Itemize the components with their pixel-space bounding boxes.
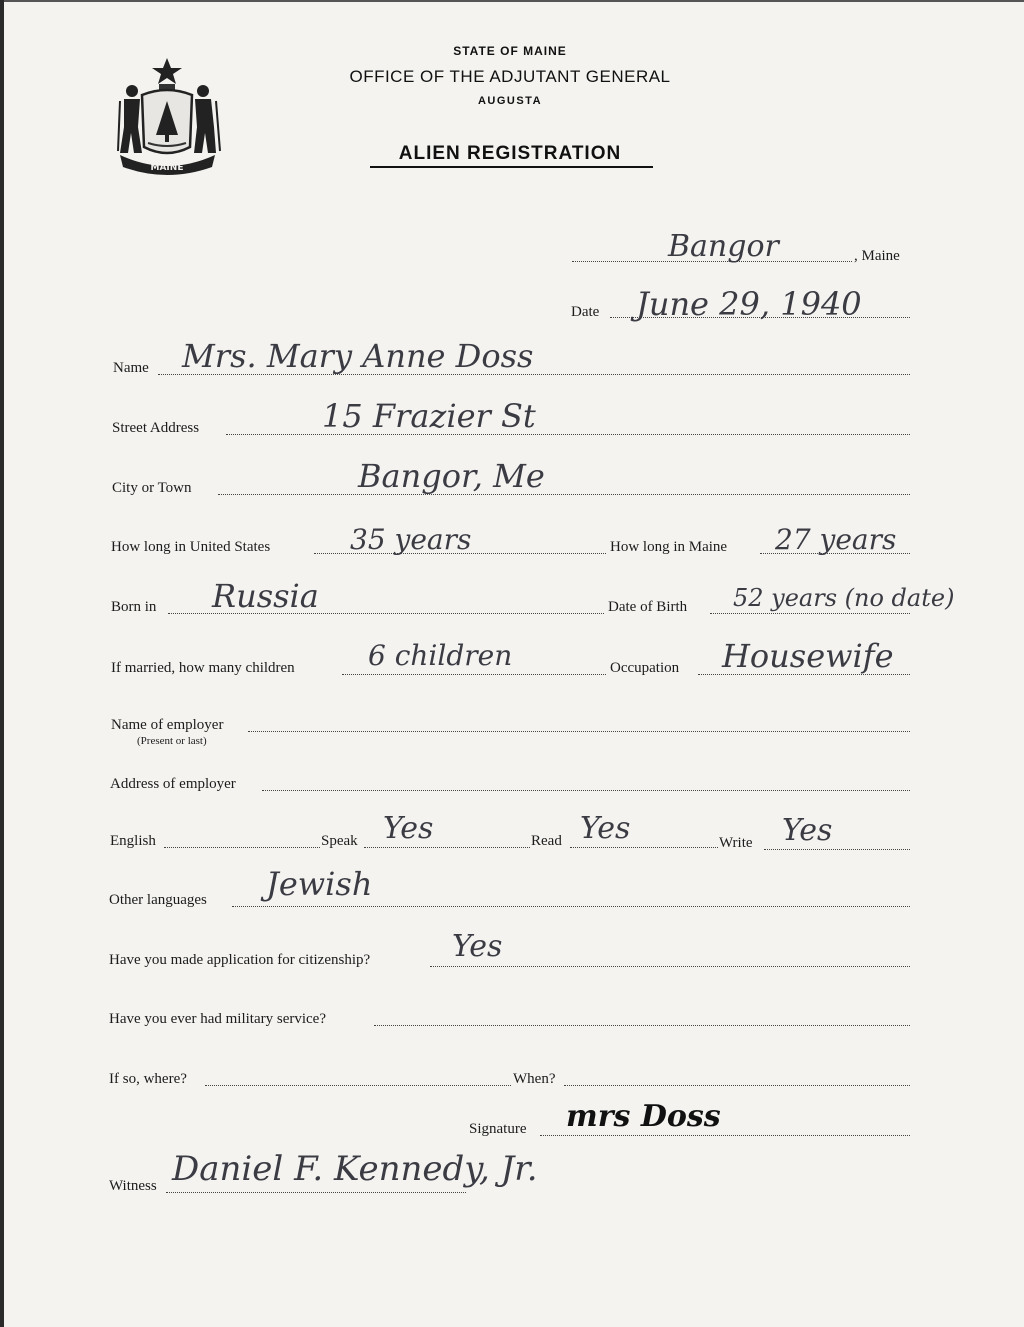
speak-line xyxy=(364,847,530,848)
read-value[interactable]: Yes xyxy=(580,811,631,846)
employer-name-sublabel: (Present or last) xyxy=(137,735,207,747)
scan-edge-top xyxy=(0,0,1024,2)
name-value[interactable]: Mrs. Mary Anne Doss xyxy=(182,337,534,375)
children-value[interactable]: 6 children xyxy=(368,639,513,672)
english-label: English xyxy=(110,833,156,849)
citizenship-label: Have you made application for citizenship? xyxy=(109,952,371,968)
date-of-birth-label: Date of Birth xyxy=(608,599,688,615)
speak-value[interactable]: Yes xyxy=(383,811,434,846)
seal-label: MAINE xyxy=(150,163,184,173)
read-line xyxy=(570,847,718,848)
how-long-us-label: How long in United States xyxy=(111,539,271,555)
employer-name-label: Name of employer xyxy=(111,717,224,733)
city-value[interactable]: Bangor, Me xyxy=(358,457,545,495)
how-long-maine-value[interactable]: 27 years xyxy=(775,523,897,556)
witness-label: Witness xyxy=(109,1178,157,1194)
form-title-underline xyxy=(370,166,653,168)
employer-address-label: Address of employer xyxy=(110,776,236,792)
city-line xyxy=(218,494,910,495)
children-line xyxy=(342,674,606,675)
date-of-birth-value[interactable]: 52 years (no date) xyxy=(733,584,955,612)
town-maine-label: , Maine xyxy=(854,248,900,264)
speak-label: Speak xyxy=(321,833,358,849)
occupation-value[interactable]: Housewife xyxy=(722,637,894,675)
english-line xyxy=(164,847,320,848)
signature-label: Signature xyxy=(469,1121,527,1137)
write-line xyxy=(764,849,910,850)
write-label: Write xyxy=(719,835,753,851)
when-line[interactable] xyxy=(564,1085,910,1086)
name-label: Name xyxy=(113,360,149,376)
street-address-label: Street Address xyxy=(112,420,200,436)
date-of-birth-line xyxy=(710,613,910,614)
witness-value[interactable]: Daniel F. Kennedy, Jr. xyxy=(172,1149,538,1189)
header-city: AUGUSTA xyxy=(477,95,543,107)
military-label: Have you ever had military service? xyxy=(109,1011,326,1027)
write-value[interactable]: Yes xyxy=(782,813,833,848)
occupation-label: Occupation xyxy=(610,660,680,676)
read-label: Read xyxy=(531,833,562,849)
other-languages-value[interactable]: Jewish xyxy=(266,865,373,903)
citizenship-value[interactable]: Yes xyxy=(452,929,503,964)
employer-address-line[interactable] xyxy=(262,790,910,791)
where-label: If so, where? xyxy=(109,1071,187,1087)
signature-value[interactable]: mrs Doss xyxy=(566,1099,721,1134)
date-label: Date xyxy=(571,304,600,320)
street-address-value[interactable]: 15 Frazier St xyxy=(322,397,536,435)
where-line[interactable] xyxy=(205,1085,511,1086)
when-label: When? xyxy=(513,1071,556,1087)
born-in-label: Born in xyxy=(111,599,157,615)
military-line[interactable] xyxy=(374,1025,910,1026)
born-in-value[interactable]: Russia xyxy=(212,577,319,615)
scan-edge-left xyxy=(0,0,4,1327)
signature-line xyxy=(540,1135,910,1136)
form-title: ALIEN REGISTRATION xyxy=(398,143,622,164)
header-state: STATE OF MAINE xyxy=(453,44,567,58)
town-value[interactable]: Bangor xyxy=(668,229,779,264)
state-seal-icon xyxy=(110,55,225,180)
citizenship-line xyxy=(430,966,910,967)
other-languages-line xyxy=(232,906,910,907)
header-office: OFFICE OF THE ADJUTANT GENERAL xyxy=(349,67,671,86)
witness-line xyxy=(166,1192,466,1193)
how-long-maine-label: How long in Maine xyxy=(610,539,728,555)
date-value[interactable]: June 29, 1940 xyxy=(636,285,862,323)
employer-name-line[interactable] xyxy=(248,731,910,732)
how-long-us-value[interactable]: 35 years xyxy=(350,523,472,556)
city-label: City or Town xyxy=(112,480,192,496)
other-languages-label: Other languages xyxy=(109,892,207,908)
children-label: If married, how many children xyxy=(111,660,295,676)
